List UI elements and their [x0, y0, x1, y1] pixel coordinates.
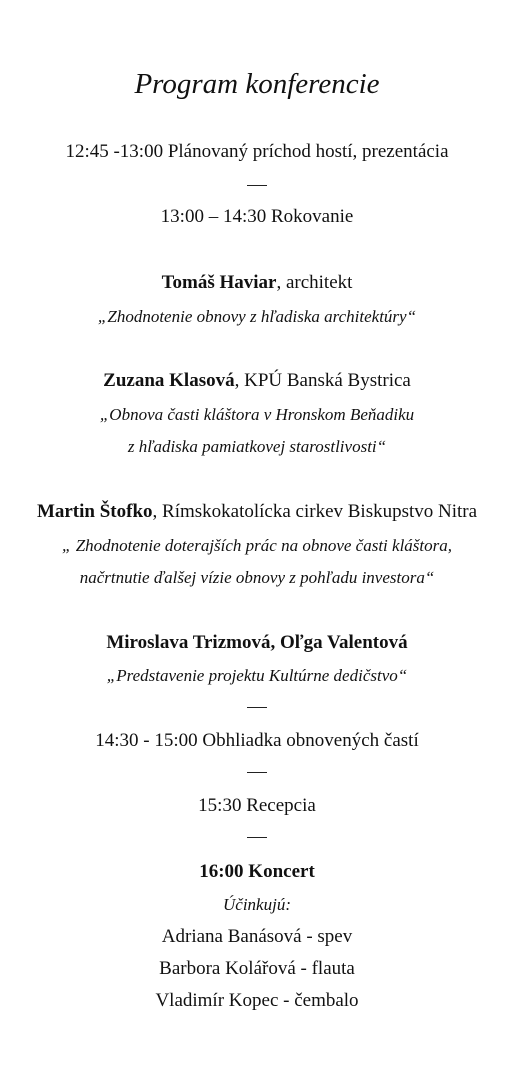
speaker-talk-title: „Predstavenie projektu Kultúrne dedičstvo“ — [106, 666, 408, 685]
schedule-session: 13:00 – 14:30 Rokovanie — [160, 206, 354, 227]
schedule-arrival: 12:45 -13:00 Plánovaný príchod hostí, prezentácia — [65, 141, 449, 162]
speaker-name: Tomáš Haviar — [161, 272, 277, 293]
speaker-talk-title: „Zhodnotenie obnovy z hľadiska architektúry“ — [97, 307, 417, 326]
page-title: Program konferencie — [134, 68, 380, 100]
speaker-talk-title: „ Zhodnotenie doterajších prác na obnove časti kláštora, — [61, 536, 453, 555]
speaker-talk-title: načrtnutie ďalšej vízie obnovy z pohľadu investora“ — [79, 568, 435, 587]
speaker-talk-title: „Obnova časti kláštora v Hronskom Beňadiku — [99, 405, 415, 424]
performer: Vladimír Kopec - čembalo — [155, 990, 359, 1011]
speaker-1 — [0, 271, 514, 295]
performer: Barbora Kolářová - flauta — [159, 958, 355, 979]
speaker-name: Zuzana Klasová — [103, 370, 235, 391]
speaker-4 — [0, 631, 514, 655]
performers-label: Účinkujú: — [223, 895, 291, 914]
divider — [0, 695, 514, 719]
speaker-3 — [0, 500, 514, 524]
divider — [0, 825, 514, 849]
divider — [0, 173, 514, 197]
speaker-affiliation: , KPÚ Banská Bystrica — [234, 370, 411, 391]
speaker-talk-title: z hľadiska pamiatkovej starostlivosti“ — [127, 437, 387, 456]
schedule-tour: 14:30 - 15:00 Obhliadka obnovených častí — [95, 730, 419, 751]
divider — [0, 760, 514, 784]
speaker-2 — [0, 369, 514, 393]
performer: Adriana Banásová - spev — [161, 926, 353, 947]
speaker-affiliation: , architekt — [276, 272, 353, 293]
schedule-reception: 15:30 Recepcia — [198, 795, 316, 816]
speaker-name: Miroslava Trizmová, Oľga Valentová — [106, 632, 408, 653]
schedule-concert: 16:00 Koncert — [199, 861, 315, 882]
speaker-affiliation: , Rímskokatolícka cirkev Biskupstvo Nitra — [152, 501, 478, 522]
speaker-name: Martin Štofko — [36, 501, 153, 522]
